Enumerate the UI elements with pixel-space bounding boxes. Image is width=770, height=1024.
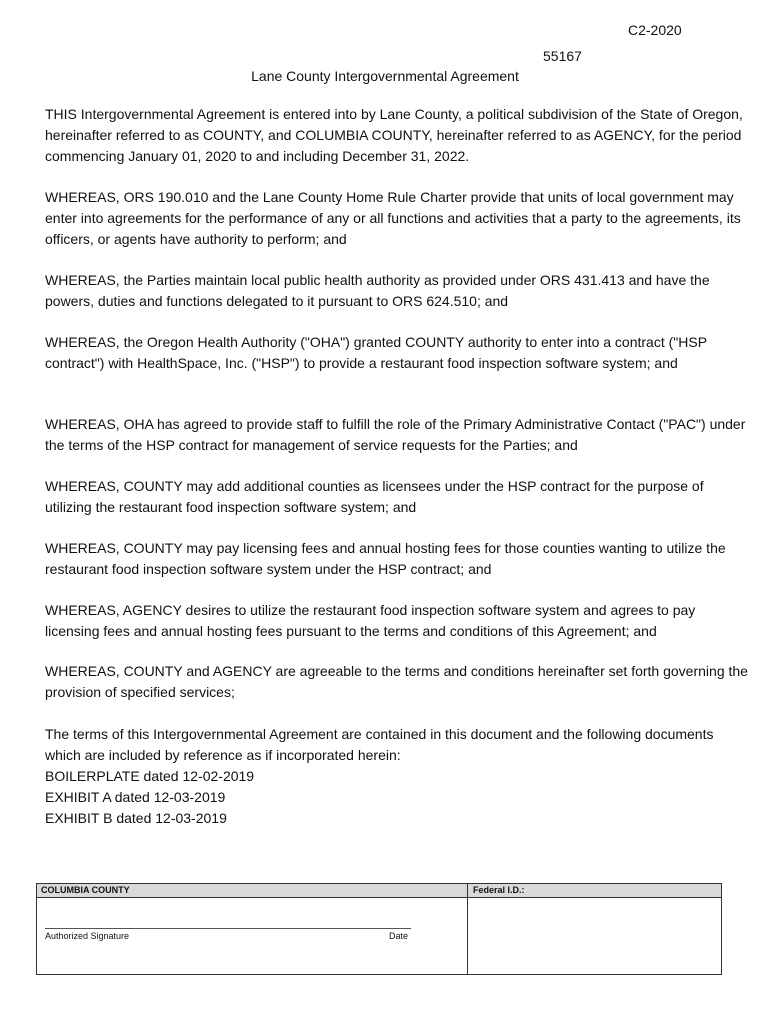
- document-code: C2-2020: [628, 22, 682, 38]
- document-number: 55167: [543, 48, 582, 64]
- signature-line[interactable]: [45, 928, 411, 929]
- paragraph-whereas-pac: WHEREAS, OHA has agreed to provide staff to fulfill the role of the Primary Administrative Contact ("PAC") under the terms of the HSP contract for management of service requests for the Parties; and: [45, 416, 746, 453]
- signature-table-header: [37, 884, 721, 898]
- terms-item-exhibit-a: EXHIBIT A dated 12-03-2019: [45, 789, 226, 805]
- column-divider: [467, 884, 468, 974]
- paragraph-whereas-ors: WHEREAS, ORS 190.010 and the Lane County Home Rule Charter provide that units of local government may enter into agreements for the performance of any or all functions and activities that a party to the agreements, its officers, or agents have authority to perform; and: [45, 189, 741, 247]
- paragraph-parties: THIS Intergovernmental Agreement is entered into by Lane County, a political subdivision of the State of Oregon, hereinafter referred to as COUNTY, and COLUMBIA COUNTY, hereinafter referred to as AGENCY, for the period commencing January 01, 2020 to and including December 31, 2022.: [45, 106, 743, 164]
- paragraph-whereas-licensees: WHEREAS, COUNTY may add additional counties as licensees under the HSP contract for the purpose of utilizing the restaurant food inspection software system; and: [45, 478, 704, 515]
- paragraph-whereas-oha-contract: WHEREAS, the Oregon Health Authority ("OHA") granted COUNTY authority to enter into a contract ("HSP contract") with HealthSpace, Inc. ("HSP") to provide a restaurant food inspection software system; and: [45, 334, 707, 371]
- terms-item-exhibit-b: EXHIBIT B dated 12-03-2019: [45, 810, 227, 826]
- paragraph-whereas-fees: WHEREAS, COUNTY may pay licensing fees and annual hosting fees for those counties wanting to utilize the restaurant food inspection software system under the HSP contract; and: [45, 540, 726, 577]
- federal-id-label: Federal I.D.:: [473, 885, 525, 895]
- authorized-signature-label: Authorized Signature: [45, 931, 130, 941]
- paragraph-whereas-agency: WHEREAS, AGENCY desires to utilize the restaurant food inspection software system and agrees to pay licensing fees and annual hosting fees pursuant to the terms and conditions of this Agreement; and: [45, 602, 696, 639]
- paragraph-whereas-agreeable: WHEREAS, COUNTY and AGENCY are agreeable to the terms and conditions hereinafter set forth governing the provision of specified services;: [45, 663, 748, 700]
- terms-section: [45, 724, 750, 829]
- signature-table: [36, 883, 722, 975]
- date-label: Date: [389, 931, 409, 941]
- terms-item-boilerplate: BOILERPLATE dated 12-02-2019: [45, 768, 255, 784]
- party-label: COLUMBIA COUNTY: [41, 885, 130, 895]
- page-title: Lane County Intergovernmental Agreement: [251, 68, 519, 84]
- terms-intro: The terms of this Intergovernmental Agreement are contained in this document and the following documents which are included by reference as if incorporated herein:: [45, 726, 714, 763]
- paragraph-whereas-health-authority: WHEREAS, the Parties maintain local public health authority as provided under ORS 431.413 and have the powers, duties and functions delegated to it pursuant to ORS 624.510; and: [45, 272, 710, 309]
